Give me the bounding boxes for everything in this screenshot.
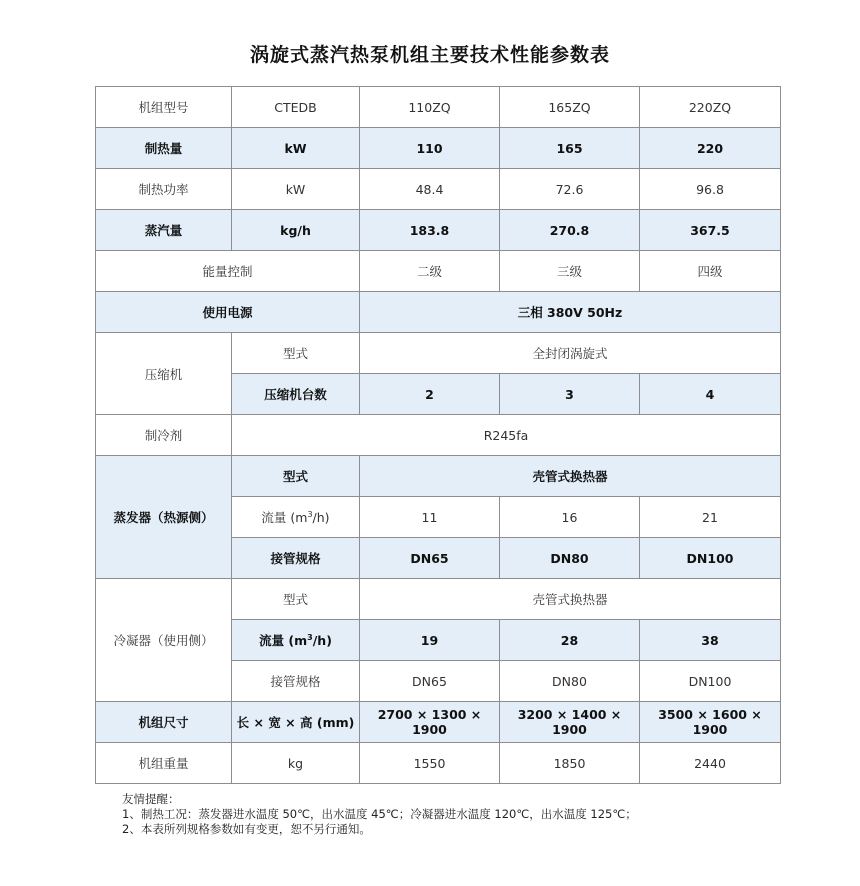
- value-cell: 壳管式换热器: [360, 579, 781, 620]
- series-name: CTEDB: [232, 87, 360, 128]
- row-label: 使用电源: [96, 292, 360, 333]
- value-cell: 28: [500, 620, 640, 661]
- page-title: 涡旋式蒸汽热泵机组主要技术性能参数表: [249, 44, 610, 66]
- table-row: [96, 169, 781, 210]
- note-line: 2、本表所列规格参数如有变更，恕不另行通知。: [122, 822, 371, 836]
- value-cell: 1550: [360, 743, 500, 784]
- sub-label: [232, 620, 360, 661]
- value-cell: DN100: [640, 538, 781, 579]
- sub-label: 型式: [232, 333, 360, 374]
- row-label: 制热量: [96, 128, 232, 169]
- value-cell: 72.6: [500, 169, 640, 210]
- model-name: 220ZQ: [640, 87, 781, 128]
- group-label: 压缩机: [96, 333, 232, 415]
- unit-cell: kg/h: [232, 210, 360, 251]
- value-cell: 3500 × 1600 × 1900: [640, 702, 781, 743]
- flow-label: 流量 (m: [261, 510, 308, 525]
- table-row: [96, 743, 781, 784]
- value-cell: DN100: [640, 661, 781, 702]
- table-row: [96, 456, 781, 497]
- value-cell: 183.8: [360, 210, 500, 251]
- value-cell: 2700 × 1300 × 1900: [360, 702, 500, 743]
- value-cell: 110: [360, 128, 500, 169]
- table-row: [96, 579, 781, 620]
- value-cell: 220: [640, 128, 781, 169]
- value-cell: 4: [640, 374, 781, 415]
- sub-label: 型式: [232, 579, 360, 620]
- value-cell: 11: [360, 497, 500, 538]
- value-cell: 165: [500, 128, 640, 169]
- sub-label: 接管规格: [232, 661, 360, 702]
- value-cell: DN80: [500, 661, 640, 702]
- value-cell: 四级: [640, 251, 781, 292]
- model-name: 165ZQ: [500, 87, 640, 128]
- value-cell: 367.5: [640, 210, 781, 251]
- row-label: 制冷剂: [96, 415, 232, 456]
- table-row: [96, 128, 781, 169]
- unit-cell: kW: [232, 128, 360, 169]
- sub-label: [232, 497, 360, 538]
- row-label: 制热功率: [96, 169, 232, 210]
- value-cell: 21: [640, 497, 781, 538]
- unit-cell: kg: [232, 743, 360, 784]
- table-row: [96, 87, 781, 128]
- row-label: 蒸汽量: [96, 210, 232, 251]
- model-name: 110ZQ: [360, 87, 500, 128]
- flow-label-tail: /h): [312, 510, 330, 525]
- value-cell: 全封闭涡旋式: [360, 333, 781, 374]
- value-cell: 3: [500, 374, 640, 415]
- row-label: 机组尺寸: [96, 702, 232, 743]
- row-label: 机组重量: [96, 743, 232, 784]
- value-cell: 三相 380V 50Hz: [360, 292, 781, 333]
- value-cell: 1850: [500, 743, 640, 784]
- group-label: 蒸发器（热源侧）: [96, 456, 232, 579]
- value-cell: 16: [500, 497, 640, 538]
- value-cell: 二级: [360, 251, 500, 292]
- table-row: [96, 415, 781, 456]
- table-row: [96, 251, 781, 292]
- table-row: [96, 333, 781, 374]
- value-cell: 3200 × 1400 × 1900: [500, 702, 640, 743]
- value-cell: DN80: [500, 538, 640, 579]
- value-cell: 三级: [500, 251, 640, 292]
- sub-label: 压缩机台数: [232, 374, 360, 415]
- value-cell: 2440: [640, 743, 781, 784]
- sub-label: 型式: [232, 456, 360, 497]
- table-row: [96, 702, 781, 743]
- value-cell: DN65: [360, 661, 500, 702]
- value-cell: 19: [360, 620, 500, 661]
- value-cell: DN65: [360, 538, 500, 579]
- flow-label-tail: /h): [312, 633, 332, 648]
- value-cell: 38: [640, 620, 781, 661]
- note-line: 1、制热工况：蒸发器进水温度 50℃，出水温度 45℃；冷凝器进水温度 120℃，出水温度 125℃；: [122, 807, 637, 821]
- value-cell: R245fa: [232, 415, 781, 456]
- table-row: [96, 210, 781, 251]
- sub-label: 接管规格: [232, 538, 360, 579]
- group-label: 冷凝器（使用侧）: [96, 579, 232, 702]
- flow-superscript: 3: [307, 632, 313, 642]
- table-row: [96, 292, 781, 333]
- unit-cell: kW: [232, 169, 360, 210]
- flow-label: 流量 (m: [259, 633, 308, 648]
- value-cell: 2: [360, 374, 500, 415]
- value-cell: 壳管式换热器: [360, 456, 781, 497]
- flow-superscript: 3: [307, 509, 313, 519]
- notes-heading: 友情提醒：: [122, 792, 180, 806]
- value-cell: 48.4: [360, 169, 500, 210]
- spec-table: [95, 86, 781, 784]
- value-cell: 270.8: [500, 210, 640, 251]
- row-label: 能量控制: [96, 251, 360, 292]
- unit-cell: 长 × 宽 × 高 (mm): [232, 702, 360, 743]
- row-label: 机组型号: [96, 87, 232, 128]
- notes: [122, 792, 637, 837]
- value-cell: 96.8: [640, 169, 781, 210]
